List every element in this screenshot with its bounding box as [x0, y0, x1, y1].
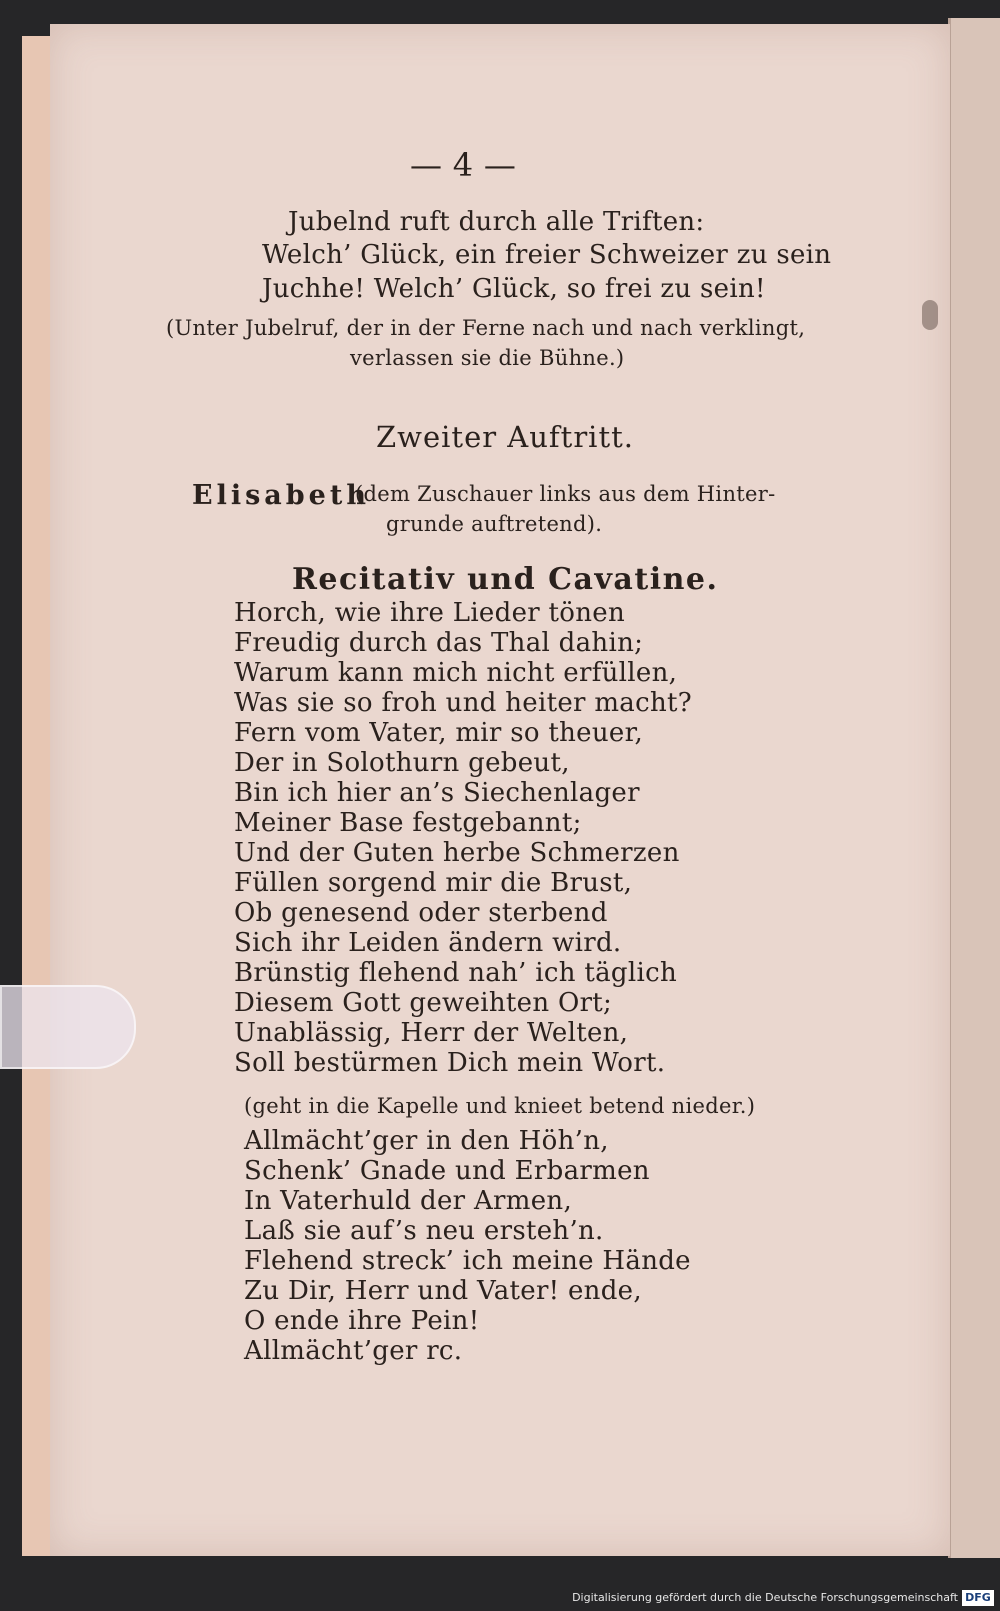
- recitativ-line: Und der Guten herbe Schmerzen: [234, 838, 680, 868]
- recitativ-line: Sich ihr Leiden ändern wird.: [234, 928, 622, 958]
- cavatine-line: Schenk’ Gnade und Erbarmen: [244, 1156, 650, 1186]
- opening-line: Welch’ Glück, ein freier Schweizer zu sein: [262, 240, 832, 270]
- page-number: — 4 —: [410, 146, 517, 184]
- cavatine-line: In Vaterhuld der Armen,: [244, 1186, 573, 1216]
- recitativ-line: Horch, wie ihre Lieder tönen: [234, 598, 626, 628]
- recitativ-line: Diesem Gott geweihten Ort;: [234, 988, 613, 1018]
- speaker-direction: grunde auftretend).: [386, 512, 603, 536]
- recitativ-line: Ob genesend oder sterbend: [234, 898, 608, 928]
- binding-hole: [922, 300, 938, 330]
- recitativ-line: Warum kann mich nicht erfüllen,: [234, 658, 678, 688]
- opening-line: Jubelnd ruft durch alle Triften:: [288, 207, 705, 237]
- recitativ-line: Bin ich hier an’s Siechenlager: [234, 778, 640, 808]
- speaker-direction: (dem Zuschauer links aus dem Hinter-: [355, 482, 776, 506]
- recitativ-line: Meiner Base festgebannt;: [234, 808, 582, 838]
- page-clip: [0, 985, 136, 1069]
- section-title: Recitativ und Cavatine.: [292, 562, 719, 597]
- dfg-logo: DFG: [962, 1590, 994, 1606]
- facing-page-edge: [948, 18, 1000, 1558]
- recitativ-line: Soll bestürmen Dich mein Wort.: [234, 1048, 666, 1078]
- recitativ-line: Der in Solothurn gebeut,: [234, 748, 570, 778]
- scene-heading: Zweiter Auftritt.: [376, 420, 634, 454]
- stage-direction: verlassen sie die Bühne.): [350, 346, 625, 370]
- recitativ-line: Fern vom Vater, mir so theuer,: [234, 718, 644, 748]
- cavatine-line: Zu Dir, Herr und Vater! ende,: [244, 1276, 642, 1306]
- recitativ-line: Brünstig flehend nah’ ich täglich: [234, 958, 677, 988]
- recitativ-line: Freudig durch das Thal dahin;: [234, 628, 644, 658]
- stage-direction: (Unter Jubelruf, der in der Ferne nach und nach verklingt,: [166, 316, 806, 340]
- recitativ-line: Füllen sorgend mir die Brust,: [234, 868, 633, 898]
- recitativ-line: Was sie so froh und heiter macht?: [234, 688, 692, 718]
- cavatine-line: Laß sie auf’s neu ersteh’n.: [244, 1216, 604, 1246]
- speaker-name: Elisabeth: [192, 480, 370, 511]
- cavatine-line: Allmächt’ger in den Höh’n,: [244, 1126, 609, 1156]
- cavatine-line: Flehend streck’ ich meine Hände: [244, 1246, 691, 1276]
- recitativ-line: Unablässig, Herr der Welten,: [234, 1018, 629, 1048]
- digitization-credit: Digitalisierung gefördert durch die Deutsche Forschungsgemeinschaft: [572, 1591, 958, 1604]
- stage-direction: (geht in die Kapelle und knieet betend nieder.): [244, 1094, 756, 1118]
- opening-line: Juchhe! Welch’ Glück, so frei zu sein!: [262, 274, 766, 304]
- cavatine-line: O ende ihre Pein!: [244, 1306, 480, 1336]
- cavatine-line: Allmächt’ger rc.: [244, 1336, 463, 1366]
